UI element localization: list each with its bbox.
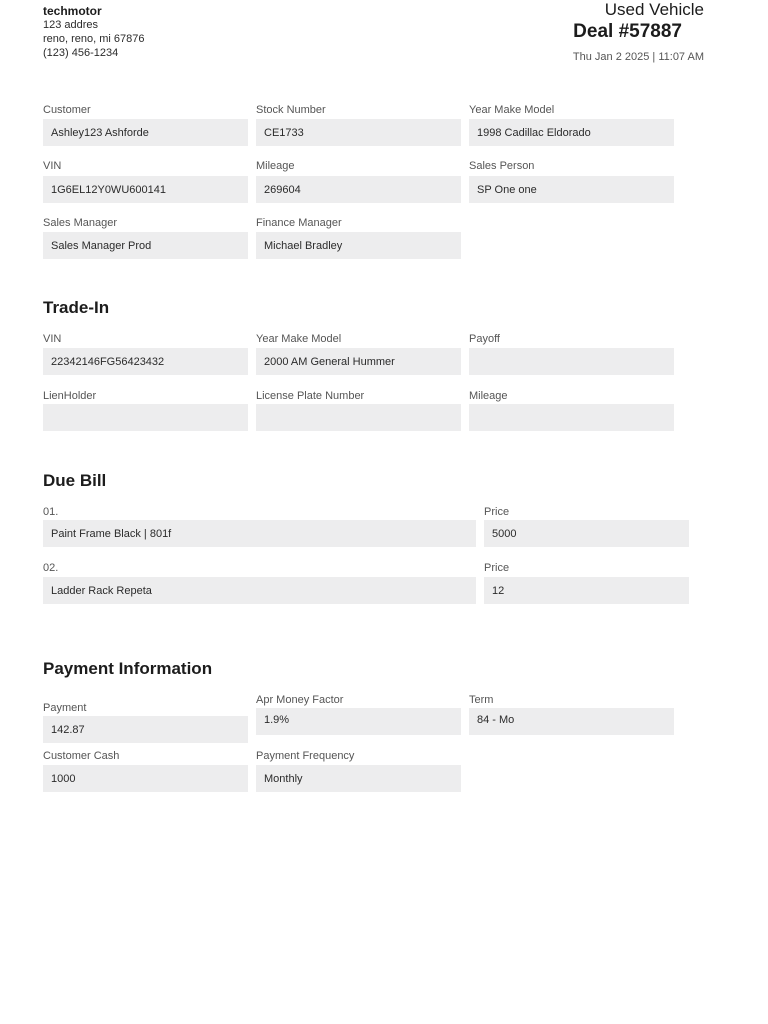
license-plate-label: License Plate Number [256,390,365,402]
company-phone: (123) 456-1234 [43,47,119,59]
sales-manager-field: Sales Manager Prod [43,232,248,259]
customer-field: Ashley123 Ashforde [43,119,248,146]
payoff-field [469,348,674,375]
stock-number-label: Stock Number [256,104,326,116]
sales-person-field: SP One one [469,176,674,203]
trade-year-make-model-label: Year Make Model [256,333,342,345]
due-bill-price-label: Price [484,562,510,574]
term-label: Term [469,694,494,706]
trade-vin-field: 22342146FG56423432 [43,348,248,375]
mileage-field: 269604 [256,176,461,203]
due-bill-price-field: 5000 [484,520,689,547]
sales-manager-label: Sales Manager [43,217,117,229]
deal-number: Deal #57887 [573,21,682,42]
due-bill-item-field: Ladder Rack Repeta [43,577,476,604]
due-bill-item-number: 02. [43,562,59,574]
company-name: techmotor [43,4,102,18]
customer-label: Customer [43,104,91,116]
trade-vin-label: VIN [43,333,62,345]
due-bill-title: Due Bill [43,471,107,490]
term-field: 84 - Mo [469,708,674,735]
customer-cash-label: Customer Cash [43,750,120,762]
finance-manager-label: Finance Manager [256,217,342,229]
lienholder-label: LienHolder [43,390,97,402]
customer-cash-field: 1000 [43,765,248,792]
payment-frequency-field: Monthly [256,765,461,792]
payment-field: 142.87 [43,716,248,743]
apr-money-factor-label: Apr Money Factor [256,694,344,706]
mileage-label: Mileage [256,160,295,172]
payoff-label: Payoff [469,333,500,345]
sales-person-label: Sales Person [469,160,535,172]
trade-in-title: Trade-In [43,298,110,317]
finance-manager-field: Michael Bradley [256,232,461,259]
year-make-model-field: 1998 Cadillac Eldorado [469,119,674,146]
trade-mileage-field [469,404,674,431]
due-bill-price-label: Price [484,506,510,518]
deal-date: Thu Jan 2 2025 | 11:07 AM [572,51,704,63]
due-bill-item-number: 01. [43,506,59,518]
year-make-model-label: Year Make Model [469,104,555,116]
vin-field: 1G6EL12Y0WU600141 [43,176,248,203]
payment-frequency-label: Payment Frequency [256,750,355,762]
license-plate-field [256,404,461,431]
stock-number-field: CE1733 [256,119,461,146]
apr-money-factor-field: 1.9% [256,708,461,735]
due-bill-item-field: Paint Frame Black | 801f [43,520,476,547]
vin-label: VIN [43,160,62,172]
payment-info-title: Payment Information [43,659,213,678]
company-address-line2: reno, reno, mi 67876 [43,33,145,45]
vehicle-type: Used Vehicle [604,0,704,19]
lienholder-field [43,404,248,431]
trade-mileage-label: Mileage [469,390,508,402]
company-address-line1: 123 addres [43,19,99,31]
trade-year-make-model-field: 2000 AM General Hummer [256,348,461,375]
due-bill-price-field: 12 [484,577,689,604]
payment-label: Payment [43,702,87,714]
